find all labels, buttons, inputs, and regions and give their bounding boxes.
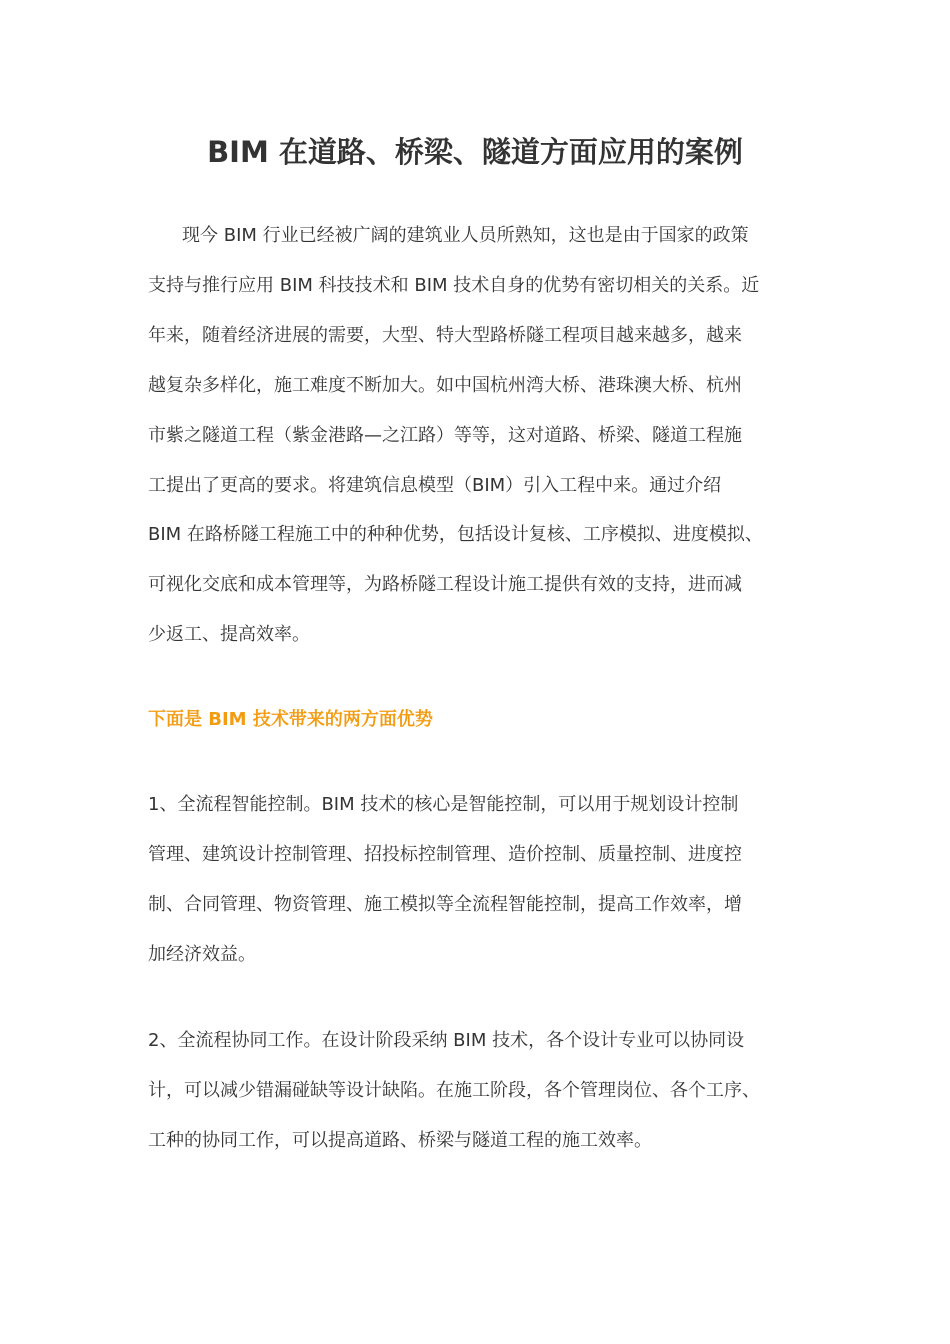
intro-line: 支持与推行应用 BIM 科技技术和 BIM 技术自身的优势有密切相关的关系。近: [148, 275, 760, 296]
point-1-line: 加经济效益。: [148, 944, 256, 965]
intro-line: 少返工、提高效率。: [148, 624, 310, 645]
intro-line: 工提出了更高的要求。将建筑信息模型（BIM）引入工程中来。通过介绍: [148, 475, 722, 496]
point-2-line: 计，可以减少错漏碰缺等设计缺陷。在施工阶段，各个管理岗位、各个工序、: [148, 1080, 760, 1101]
section-subheading: 下面是 BIM 技术带来的两方面优势: [148, 709, 433, 730]
intro-line: 现今 BIM 行业已经被广阔的建筑业人员所熟知，这也是由于国家的政策: [182, 225, 749, 246]
intro-line: 越复杂多样化，施工难度不断加大。如中国杭州湾大桥、港珠澳大桥、杭州: [148, 375, 742, 396]
intro-line: 可视化交底和成本管理等，为路桥隧工程设计施工提供有效的支持，进而减: [148, 574, 742, 595]
intro-line: 年来，随着经济进展的需要，大型、特大型路桥隧工程项目越来越多，越来: [148, 325, 742, 346]
point-2-line: 工种的协同工作，可以提高道路、桥梁与隧道工程的施工效率。: [148, 1130, 652, 1151]
intro-line: BIM 在路桥隧工程施工中的种种优势，包括设计复核、工序模拟、进度模拟、: [148, 524, 763, 545]
point-1-line: 1、全流程智能控制。BIM 技术的核心是智能控制，可以用于规划设计控制: [148, 794, 739, 815]
point-1-line: 管理、建筑设计控制管理、招投标控制管理、造价控制、质量控制、进度控: [148, 844, 742, 865]
document-title: BIM 在道路、桥梁、隧道方面应用的案例: [207, 135, 743, 169]
point-1-line: 制、合同管理、物资管理、施工模拟等全流程智能控制，提高工作效率，增: [148, 894, 742, 915]
intro-line: 市紫之隧道工程（紫金港路—之江路）等等，这对道路、桥梁、隧道工程施: [148, 425, 742, 446]
point-2-line: 2、全流程协同工作。在设计阶段采纳 BIM 技术，各个设计专业可以协同设: [148, 1030, 745, 1051]
